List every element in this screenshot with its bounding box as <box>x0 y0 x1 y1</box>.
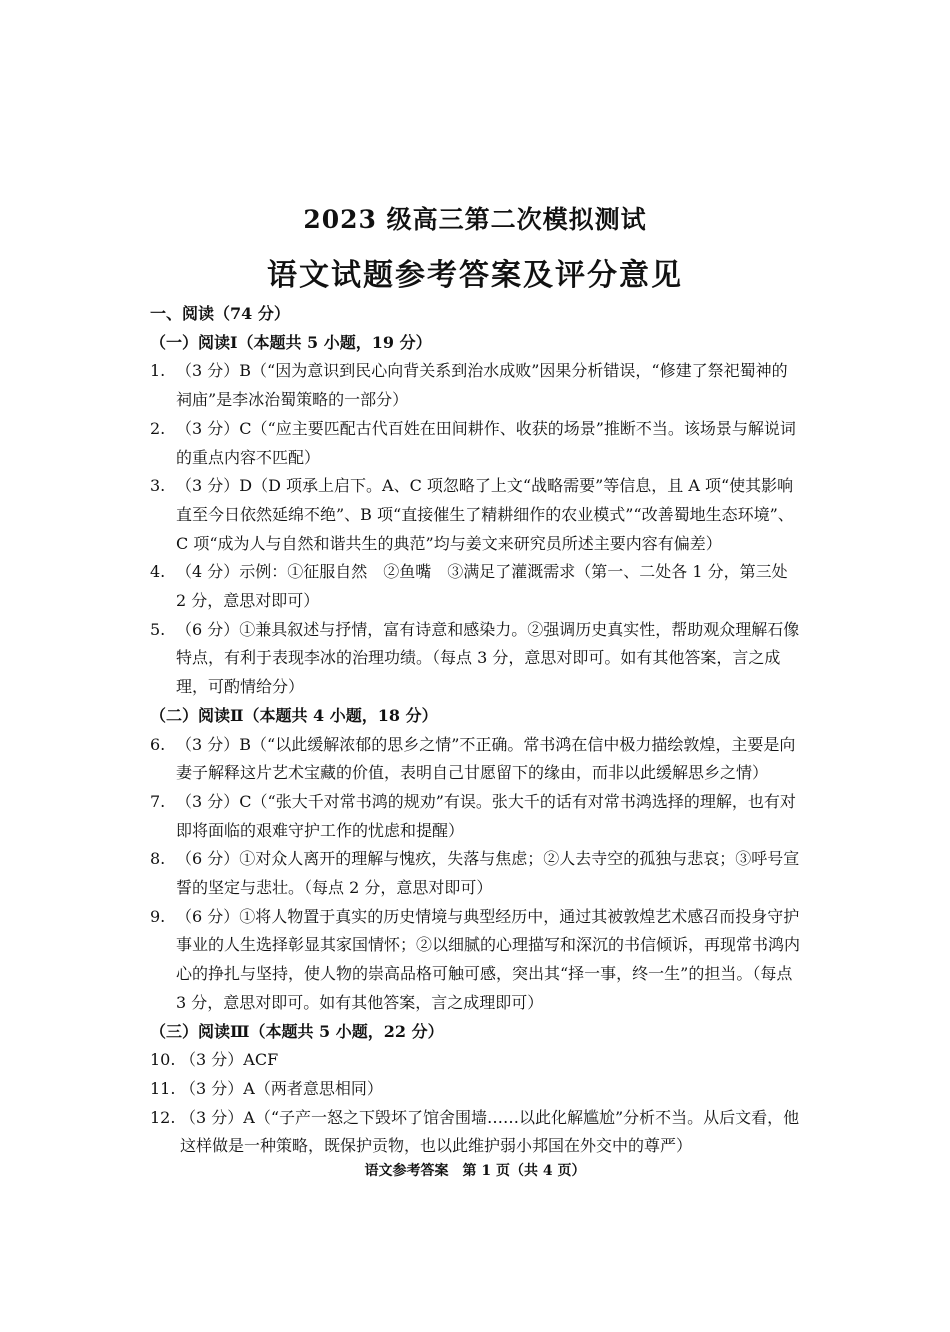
section-heading-reading-3: （三）阅读Ⅲ（本题共 5 小题，22 分） <box>150 1021 444 1041</box>
answer-item-4 <box>150 558 800 615</box>
answer-text: （3 分）C（“张大千对常书鸿的规劝”有误。张大千的话有对常书鸿选择的理解，也有对即将面临的艰难守护工作的忧虑和提醒） <box>176 791 796 840</box>
question-number: 4. <box>150 562 166 582</box>
answer-text: （3 分）B（“因为意识到民心向背关系到治水成败”因果分析错误，“修建了祭祀蜀神的祠庙”是李冰治蜀策略的一部分） <box>176 361 788 410</box>
question-number: 8. <box>150 849 166 869</box>
answer-text: （4 分）示例：①征服自然 ②鱼嘴 ③满足了灌溉需求（第一、二处各 1 分，第三处 2 分，意思对即可） <box>176 562 788 611</box>
document-subtitle: 语文试题参考答案及评分意见 <box>267 258 683 293</box>
answer-item-8 <box>150 845 800 902</box>
answer-text: （6 分）①兼具叙述与抒情，富有诗意和感染力。②强调历史真实性，帮助观众理解石像特点，有利于表现李冰的治理功绩。（每点 3 分，意思对即可。如有其他答案，言之成理，可酌情给分） <box>176 619 800 697</box>
answer-item-3 <box>150 472 800 558</box>
answer-text: （3 分）B（“以此缓解浓郁的思乡之情”不正确。常书鸿在信中极力描绘敦煌，主要是向妻子解释这片艺术宝藏的价值，表明自己甘愿留下的缘由，而非以此缓解思乡之情） <box>176 734 796 783</box>
answer-item-12 <box>150 1104 800 1161</box>
answer-item-10 <box>150 1046 800 1075</box>
exam-title: 2023 级高三第二次模拟测试 <box>303 205 647 234</box>
part-heading: 一、阅读（74 分） <box>150 304 290 323</box>
question-number: 3. <box>150 476 166 496</box>
question-number: 2. <box>150 418 166 438</box>
answer-item-9 <box>150 903 800 1018</box>
section-heading-reading-2: （二）阅读Ⅱ（本题共 4 小题，18 分） <box>150 705 438 725</box>
question-number: 12. <box>150 1107 176 1127</box>
answer-text: （6 分）①将人物置于真实的历史情境与典型经历中，通过其被敦煌艺术感召而投身守护事业的人生选择彰显其家国情怀；②以细腻的心理描写和深沉的书信倾诉，再现常书鸿内心的挣扎与坚持，使人物的崇高品格可触可感，突出其“择一事，终一生”的担当。（每点 3 分，意思对即可。如有其他答案，言之成理即可） <box>176 906 801 1012</box>
question-number: 9. <box>150 906 166 926</box>
question-number: 1. <box>150 361 166 381</box>
answer-text: （3 分）D（D 项承上启下。A、C 项忽略了上文“战略需要”等信息，且 A 项“使其影响直至今日依然延绵不绝”、B 项“直接催生了精耕细作的农业模式”“改善蜀地生态环境”、C 项“成为人与自然和谐共生的典范”均与姜文来研究员所述主要内容有偏差） <box>176 476 794 553</box>
answer-text: （3 分）ACF <box>180 1050 279 1070</box>
question-number: 5. <box>150 619 166 639</box>
question-number: 11. <box>150 1078 176 1098</box>
question-number: 6. <box>150 734 166 754</box>
answer-content <box>150 300 800 1161</box>
answer-item-11 <box>150 1075 800 1104</box>
answer-text: （3 分）C（“应主要匹配古代百姓在田间耕作、收获的场景”推断不当。该场景与解说词的重点内容不匹配） <box>176 418 796 467</box>
section-heading-reading-1: （一）阅读Ⅰ（本题共 5 小题，19 分） <box>150 332 432 352</box>
answer-item-2 <box>150 415 800 472</box>
answer-text: （3 分）A（两者意思相同） <box>180 1078 383 1098</box>
answer-item-1 <box>150 357 800 414</box>
answer-item-7 <box>150 788 800 845</box>
answer-item-5 <box>150 616 800 702</box>
question-number: 10. <box>150 1050 176 1070</box>
answer-item-6 <box>150 731 800 788</box>
answer-text: （3 分）A（“子产一怒之下毁坏了馆舍围墙……以此化解尴尬”分析不当。从后文看，他这样做是一种策略，既保护贡物，也以此维护弱小邦国在外交中的尊严） <box>180 1107 800 1156</box>
question-number: 7. <box>150 791 166 811</box>
page-footer: 语文参考答案 第 1 页（共 4 页） <box>364 1163 586 1179</box>
answer-text: （6 分）①对众人离开的理解与愧疚，失落与焦虑；②人去寺空的孤独与悲哀；③呼号宣誓的坚定与悲壮。（每点 2 分，意思对即可） <box>176 849 800 898</box>
